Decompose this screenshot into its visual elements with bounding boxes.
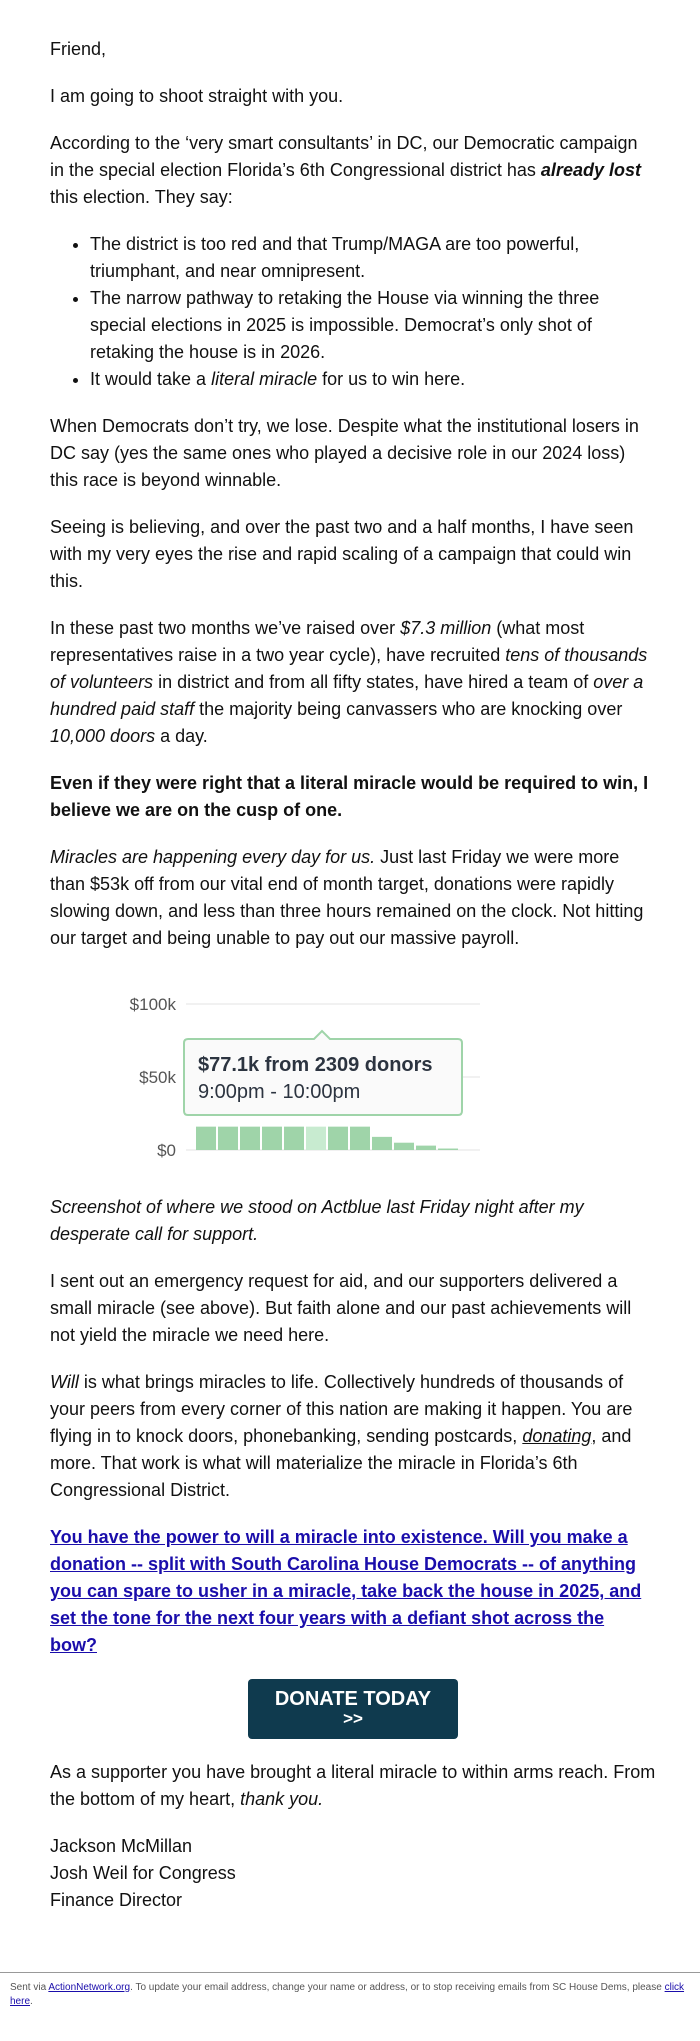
chart-bar[interactable]: [372, 1137, 392, 1150]
email-footer: Sent via ActionNetwork.org. To update your email address, change your name or address, or to stop receiving emails from SC House Dems, please click here.: [0, 1972, 700, 2009]
chart-bar[interactable]: [284, 1127, 304, 1150]
actblue-chart: [50, 972, 656, 1172]
y-tick-label: $100k: [129, 995, 176, 1014]
chart-bar[interactable]: [394, 1143, 414, 1150]
email-body: [50, 36, 656, 1914]
donate-button-label: DONATE TODAY: [274, 1688, 432, 1710]
chart-bar[interactable]: [240, 1127, 260, 1150]
paragraph-consultants: According to the ‘very smart consultants’ in DC, our Democratic campaign in the special election Florida’s 6th Congressional district has already lost this election. They say:: [50, 133, 641, 207]
chart-bar[interactable]: [262, 1127, 282, 1150]
chart-bar[interactable]: [218, 1127, 238, 1150]
donate-today-button[interactable]: [248, 1679, 458, 1739]
chart-bar[interactable]: [438, 1149, 458, 1150]
chart-caption: Screenshot of where we stood on Actblue last Friday night after my desperate call for support.: [50, 1197, 584, 1244]
donate-button-wrap: [50, 1679, 656, 1739]
chart-svg: [50, 972, 656, 1172]
paragraph-intro: I am going to shoot straight with you.: [50, 86, 344, 106]
paragraph-emergency: I sent out an emergency request for aid, and our supporters delivered a small miracle (see above). But faith alone and our past achievements will not yield the miracle we need here.: [50, 1271, 632, 1345]
list-item: • The narrow pathway to retaking the House via winning the three special elections in 2025 is impossible. Democrat’s only shot of retaking the house is in 2026.: [90, 285, 656, 366]
signature-name: Jackson McMillan: [50, 1836, 193, 1856]
chart-bar[interactable]: [306, 1127, 326, 1150]
donate-button-arrow: >>: [343, 1709, 363, 1728]
signature: [50, 1833, 656, 1914]
bullet-list: [50, 231, 656, 393]
list-item: • It would take a literal miracle for us to win here.: [90, 366, 656, 393]
y-tick-label: $50k: [139, 1068, 176, 1087]
tooltip-subtitle: 9:00pm - 10:00pm: [198, 1081, 361, 1103]
cta-donate-link[interactable]: You have the power to will a miracle into existence. Will you make a donation -- split with South Carolina House Democrats -- of anything you can spare to usher in a miracle, take back the house in 2025, and set the tone for the next four years with a defiant shot across the bow?: [50, 1527, 642, 1655]
paragraph-dont-try: When Democrats don’t try, we lose. Despite what the institutional losers in DC say (yes the same ones who played a decisive role in our 2024 loss) this race is beyond winnable.: [50, 416, 639, 490]
paragraph-miracles: Miracles are happening every day for us. Just last Friday we were more than $53k off from our vital end of month target, donations were rapidly slowing down, and less than three hours remained on the clock. Not hitting our target and being unable to pay out our massive payroll.: [50, 847, 644, 948]
paragraph-seeing: Seeing is believing, and over the past two and a half months, I have seen with my very eyes the rise and rapid scaling of a campaign that could win this.: [50, 517, 634, 591]
chart-bar[interactable]: [196, 1127, 216, 1150]
donating-link[interactable]: donating: [522, 1426, 592, 1446]
greeting: Friend,: [50, 39, 107, 59]
paragraph-will: Will is what brings miracles to life. Collectively hundreds of thousands of your peers from every corner of this nation are making it happen. You are flying in to knock doors, phonebanking, sending postcards, donating, and more. That work is what will materialize the miracle in Florida’s 6th Congressional District.: [50, 1372, 633, 1500]
signature-org: Josh Weil for Congress: [50, 1863, 236, 1883]
paragraph-cusp: Even if they were right that a literal miracle would be required to win, I believe we are on the cusp of one.: [50, 773, 649, 820]
actionnetwork-link[interactable]: ActionNetwork.org: [48, 1982, 131, 1993]
list-item: • The district is too red and that Trump/MAGA are too powerful, triumphant, and near omnipresent.: [90, 231, 656, 285]
y-tick-label: $0: [157, 1141, 176, 1160]
unsubscribe-link[interactable]: click here: [10, 1982, 685, 2007]
cta-paragraph: [50, 1524, 656, 1659]
chart-bar[interactable]: [350, 1127, 370, 1150]
signature-title: Finance Director: [50, 1890, 183, 1910]
paragraph-stats: In these past two months we’ve raised over $7.3 million (what most representatives raise in a two year cycle), have recruited tens of thousands of volunteers in district and from all fifty states, have hired a team of over a hundred paid staff the majority being canvassers who are knocking over 10,000 doors a day.: [50, 618, 648, 746]
chart-bar[interactable]: [328, 1127, 348, 1150]
paragraph-thanks: As a supporter you have brought a literal miracle to within arms reach. From the bottom of my heart, thank you.: [50, 1762, 656, 1809]
tooltip-title: $77.1k from 2309 donors: [198, 1054, 433, 1076]
chart-bar[interactable]: [416, 1146, 436, 1150]
